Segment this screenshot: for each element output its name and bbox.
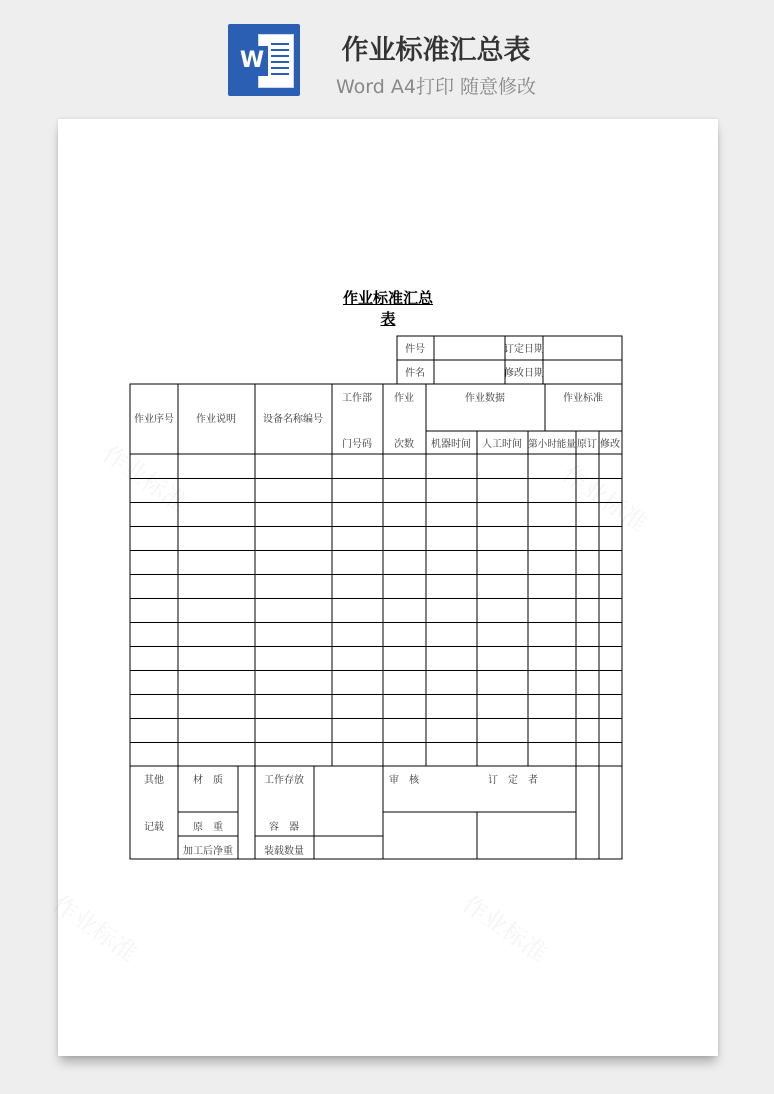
footer-load-qty: 装载数量	[264, 846, 304, 857]
header-dept-bottom: 门号码	[342, 439, 372, 450]
revise-date-label: 修改日期	[504, 368, 544, 379]
footer-container: 容 器	[269, 822, 299, 833]
header-equipment: 设备名称编号	[263, 414, 323, 425]
footer-material: 材 质	[193, 775, 223, 786]
footer-other: 其他	[144, 775, 164, 786]
document-page	[58, 119, 718, 1056]
footer-storage: 工作存放	[264, 775, 304, 786]
header-seq: 作业序号	[134, 414, 174, 425]
standard-summary-form	[58, 119, 718, 1056]
banner-subtitle: Word A4打印 随意修改	[335, 76, 536, 98]
header-machine-time: 机器时间	[431, 439, 471, 450]
set-date-label: 订定日期	[504, 344, 544, 355]
word-letter: W	[236, 46, 268, 76]
footer-net-weight: 加工后净重	[183, 846, 233, 857]
header-hourly-output: 第小时能量	[528, 439, 576, 450]
part-no-label: 件号	[405, 344, 425, 355]
footer-review: 审 核	[389, 775, 419, 786]
part-name-label: 件名	[405, 368, 425, 379]
header-count-top: 作业	[394, 393, 414, 404]
header-revised: 修改	[600, 439, 620, 450]
header-standard-group: 作业标准	[563, 393, 603, 404]
footer-record: 记载	[144, 822, 164, 833]
document-title: 作业标准汇总表	[342, 289, 433, 328]
header-data-group: 作业数据	[465, 393, 505, 404]
footer-original-weight: 原 重	[193, 822, 223, 833]
footer-setter: 订 定 者	[488, 775, 538, 786]
header-count-bottom: 次数	[394, 439, 414, 450]
banner-title: 作业标准汇总表	[341, 35, 531, 66]
header-labor-time: 人工时间	[482, 439, 522, 450]
header-dept-top: 工作部	[342, 393, 372, 404]
header-original: 原订	[577, 439, 597, 450]
word-icon	[228, 24, 300, 96]
header-desc: 作业说明	[196, 414, 236, 425]
banner	[0, 0, 774, 110]
